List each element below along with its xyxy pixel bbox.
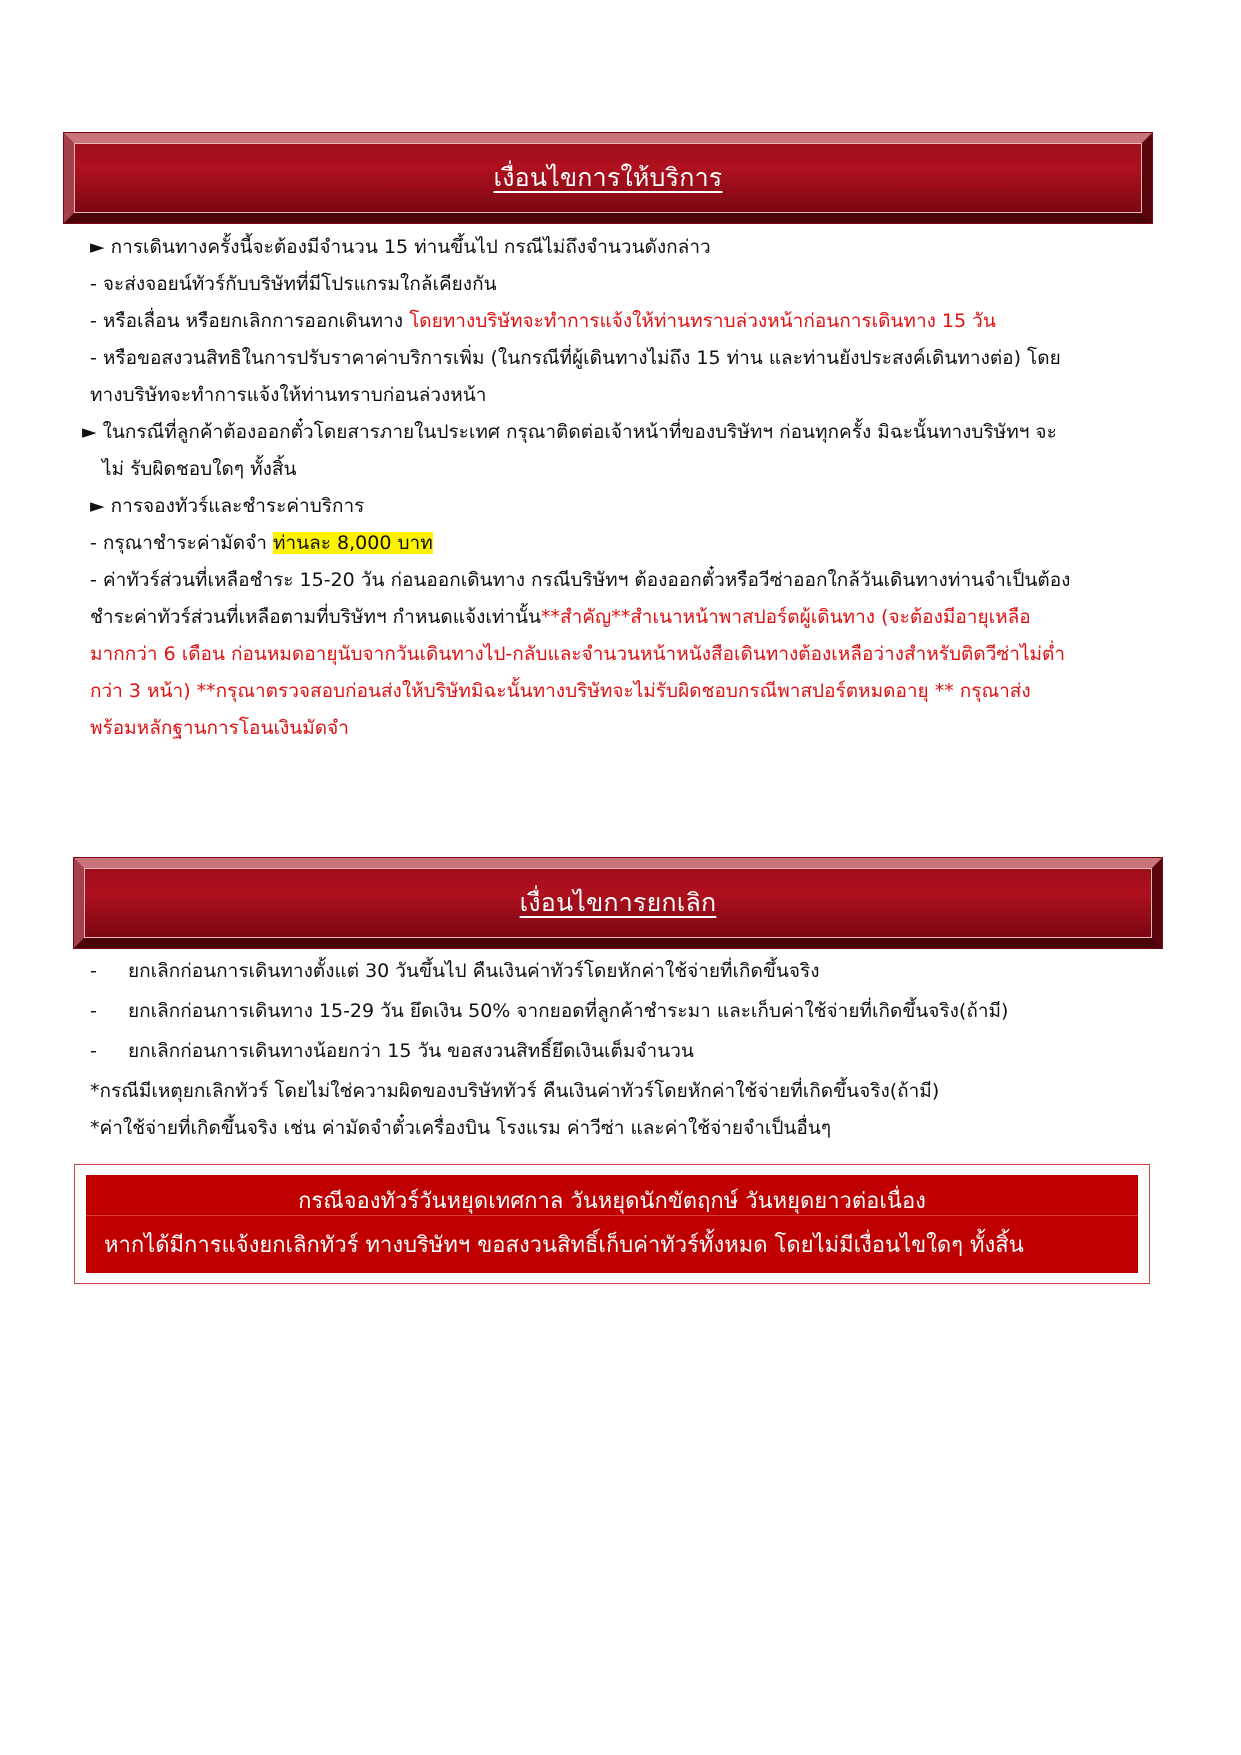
service-line: ► การเดินทางครั้งนี้จะต้องมีจำนวน 15 ท่านขึ้นไป กรณีไม่ถึงจำนวนดังกล่าว: [90, 236, 711, 258]
advance-notice-text: โดยทางบริษัทจะทำการแจ้งให้ท่านทราบล่วงหน้าก่อนการเดินทาง 15 วัน: [409, 310, 996, 332]
cancellation-item: [90, 996, 1008, 1026]
service-line-text: - หรือเลื่อน หรือยกเลิกการออกเดินทาง: [90, 310, 410, 332]
service-conditions-banner: [64, 133, 1152, 223]
service-line: ทางบริษัทจะทำการแจ้งให้ท่านทราบก่อนล่วงหน้า: [90, 384, 487, 406]
service-line: - ค่าทัวร์ส่วนที่เหลือชำระ 15-20 วัน ก่อนออกเดินทาง กรณีบริษัทฯ ต้องออกตั๋วหรือวีซ่าออกใกล้วันเดินทางท่านจำเป็นต้อง: [90, 569, 1071, 591]
list-dash: -: [90, 960, 97, 982]
passport-warning: **สำคัญ**สำเนาหน้าพาสปอร์ตผู้เดินทาง (จะต้องมีอายุเหลือ: [541, 606, 1031, 628]
cancellation-item-text: ยกเลิกก่อนการเดินทางน้อยกว่า 15 วัน ขอสงวนสิทธิ์ยึดเงินเต็มจำนวน: [128, 1040, 694, 1062]
cancellation-item: [90, 956, 819, 986]
cancellation-conditions-title: เงื่อนไขการยกเลิก: [519, 888, 717, 917]
service-line: [90, 303, 996, 340]
holiday-notice-line2: หากได้มีการแจ้งยกเลิกทัวร์ ทางบริษัทฯ ขอสงวนสิทธิ์เก็บค่าทัวร์ทั้งหมด โดยไม่มีเงื่อนไขใดๆ ทั้งสิ้น: [104, 1233, 1024, 1258]
deposit-label: - กรุณาชำระค่ามัดจำ: [90, 532, 273, 554]
service-line: ► ในกรณีที่ลูกค้าต้องออกตั๋วโดยสารภายในประเทศ กรุณาติดต่อเจ้าหน้าที่ของบริษัทฯ ก่อนทุกครั้ง มิฉะนั้นทางบริษัทฯ จะ: [82, 421, 1057, 443]
service-line: - หรือขอสงวนสิทธิในการปรับราคาค่าบริการเพิ่ม (ในกรณีที่ผู้เดินทางไม่ถึง 15 ท่าน และท่านยังประสงค์เดินทางต่อ) โดย: [90, 347, 1061, 369]
cancellation-conditions-banner: [74, 858, 1162, 948]
passport-warning: กว่า 3 หน้า) **กรุณาตรวจสอบก่อนส่งให้บริษัทมิฉะนั้นทางบริษัทจะไม่รับผิดชอบกรณีพาสปอร์ตหมดอายุ ** กรุณาส่ง: [90, 680, 1031, 702]
service-line: ► การจองทัวร์และชำระค่าบริการ: [90, 495, 365, 517]
service-line: [90, 525, 433, 562]
cancellation-note: *ค่าใช้จ่ายที่เกิดขึ้นจริง เช่น ค่ามัดจำตั๋วเครื่องบิน โรงแรม ค่าวีซ่า และค่าใช้จ่ายจำเป็นอื่นๆ: [90, 1117, 832, 1139]
list-dash: -: [90, 1040, 97, 1062]
service-line: [90, 599, 1031, 636]
cancellation-item-text: ยกเลิกก่อนการเดินทางตั้งแต่ 30 วันขึ้นไป คืนเงินค่าทัวร์โดยหักค่าใช้จ่ายที่เกิดขึ้นจริง: [128, 960, 820, 982]
cancellation-item: [90, 1036, 694, 1066]
list-dash: -: [90, 1000, 97, 1022]
holiday-notice-line1: กรณีจองทัวร์วันหยุดเทศกาล วันหยุดนักขัตฤกษ์ วันหยุดยาวต่อเนื่อง: [298, 1189, 926, 1214]
passport-warning: พร้อมหลักฐานการโอนเงินมัดจำ: [90, 717, 349, 739]
service-line: ไม่ รับผิดชอบใดๆ ทั้งสิ้น: [102, 458, 297, 480]
service-line-text: ชำระค่าทัวร์ส่วนที่เหลือตามที่บริษัทฯ กำหนดแจ้งเท่านั้น: [90, 606, 542, 628]
holiday-notice-box: [74, 1164, 1150, 1284]
deposit-amount: ท่านละ 8,000 บาท: [272, 532, 433, 554]
service-line: - จะส่งจอยน์ทัวร์กับบริษัทที่มีโปรแกรมใกล้เคียงกัน: [90, 273, 497, 295]
holiday-notice: [86, 1175, 1138, 1273]
cancellation-item-text: ยกเลิกก่อนการเดินทาง 15-29 วัน ยึดเงิน 50% จากยอดที่ลูกค้าชำระมา และเก็บค่าใช้จ่ายที่เกิดขึ้นจริง(ถ้ามี): [128, 1000, 1009, 1022]
passport-warning: มากกว่า 6 เดือน ก่อนหมดอายุนับจากวันเดินทางไป-กลับและจำนวนหน้าหนังสือเดินทางต้องเหลือว่างสำหรับติดวีซ่าไม่ต่ำ: [90, 643, 1066, 665]
service-conditions-title: เงื่อนไขการให้บริการ: [493, 163, 723, 192]
divider: [86, 1215, 1138, 1216]
cancellation-note: *กรณีมีเหตุยกเลิกทัวร์ โดยไม่ใช่ความผิดของบริษัททัวร์ คืนเงินค่าทัวร์โดยหักค่าใช้จ่ายที่เกิดขึ้นจริง(ถ้ามี): [90, 1080, 940, 1102]
